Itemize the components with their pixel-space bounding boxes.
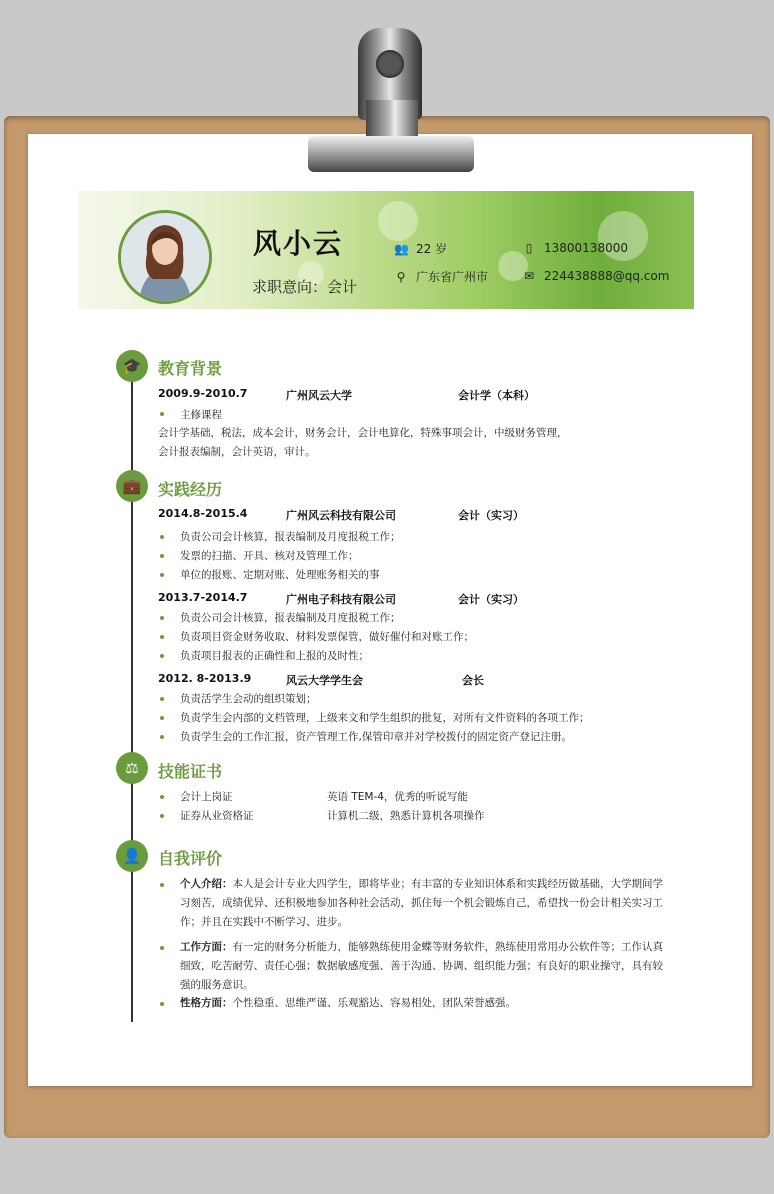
age-value: 22 岁	[416, 242, 448, 256]
edu-org: 广州风云大学	[286, 389, 352, 402]
course-line-2: 会计报表编制，会计英语，审计。	[158, 446, 316, 458]
skill-left: 证券从业资格证	[180, 810, 254, 822]
phone-info	[522, 241, 628, 255]
list-item: 负责学生会的工作汇报，资产管理工作,保管印章并对学校拨付的固定资产登记注册。	[180, 731, 572, 743]
list-item: 负责学生会内部的文档管理，上级来文和学生组织的批复，对所有文件资料的各项工作；	[180, 712, 590, 724]
bullet	[160, 814, 164, 818]
bullet	[160, 554, 164, 558]
exp-org: 风云大学学生会	[286, 674, 363, 687]
edu-role: 会计学（本科）	[458, 389, 535, 402]
email-info	[522, 269, 669, 283]
exp-date: 2014.8-2015.4	[158, 507, 248, 520]
bullet	[160, 735, 164, 739]
exp-role: 会长	[462, 674, 484, 687]
skill-right: 计算机二级，熟悉计算机各项操作	[327, 810, 485, 822]
section-title-skills: 技能证书	[158, 762, 223, 781]
mobile-phone-icon: ▯	[525, 241, 533, 255]
timeline-line	[131, 360, 133, 1022]
list-item: 负责公司会计核算，报表编制及月度报税工作；	[180, 612, 401, 624]
bullet	[160, 635, 164, 639]
list-item: 单位的报账、定期对账、处理账务相关的事	[180, 569, 380, 581]
location-pin-icon: ⚲	[396, 269, 406, 284]
self-work	[180, 938, 664, 995]
section-title-education: 教育背景	[158, 359, 223, 378]
self-work-text: 有一定的财务分析能力，能够熟练使用金蝶等财务软件，熟练使用常用办公软件等；工作认真细致，吃苦耐劳、责任心强；数据敏感度强、善于沟通、协调、组织能力强；有良好的职业操守，具有较强的服务意识。	[180, 941, 663, 991]
location-value: 广东省广州市	[416, 270, 489, 284]
self-intro-label: 个人介绍：	[180, 878, 233, 890]
bullet	[160, 412, 164, 416]
briefcase-icon: 💼	[116, 470, 148, 502]
bullet	[160, 573, 164, 577]
age-info	[394, 240, 447, 257]
person-icon: 👤	[116, 840, 148, 872]
portrait-icon	[121, 213, 209, 301]
list-item: 发票的扫描、开具、核对及管理工作；	[180, 550, 359, 562]
list-item: 负责活学生会动的组织策划；	[180, 693, 317, 705]
location-info	[394, 268, 488, 285]
bullet	[160, 697, 164, 701]
self-personality	[180, 994, 664, 1013]
self-personality-label: 性格方面：	[180, 997, 233, 1009]
envelope-icon: ✉	[523, 269, 535, 283]
graduation-cap-icon: 🎓	[116, 350, 148, 382]
candidate-name: 风小云	[253, 227, 344, 260]
avatar	[118, 210, 212, 304]
exp-role: 会计（实习）	[458, 593, 524, 606]
section-title-experience: 实践经历	[158, 480, 223, 499]
bullet	[160, 883, 164, 887]
clip-base	[308, 136, 474, 172]
email-value: 224438888@qq.com	[544, 269, 670, 283]
bullet	[160, 716, 164, 720]
skill-left: 会计上岗证	[180, 791, 233, 803]
clip-neck	[366, 100, 418, 140]
list-item: 负责项目报表的正确性和上报的及时性；	[180, 650, 369, 662]
exp-org: 广州电子科技有限公司	[286, 593, 396, 606]
section-title-self: 自我评价	[158, 849, 223, 868]
bullet	[160, 654, 164, 658]
bullet	[160, 795, 164, 799]
flask-icon: ⚖	[116, 752, 148, 784]
exp-date: 2013.7-2014.7	[158, 591, 248, 604]
self-personality-text: 个性稳重、思维严谨、乐观豁达、容易相处，团队荣誉感强。	[232, 997, 516, 1009]
bullet	[160, 1002, 164, 1006]
exp-role: 会计（实习）	[458, 509, 524, 522]
exp-date: 2012. 8-2013.9	[158, 672, 252, 685]
list-item: 负责项目资金财务收取、材料发票保管，做好催付和对账工作；	[180, 631, 474, 643]
exp-org: 广州风云科技有限公司	[286, 509, 396, 522]
self-intro	[180, 875, 664, 932]
course-label: 主修课程	[180, 409, 222, 421]
self-work-label: 工作方面：	[180, 941, 233, 953]
phone-value: 13800138000	[544, 241, 628, 255]
people-icon: 👥	[394, 241, 409, 256]
list-item: 负责公司会计核算，报表编制及月度报税工作；	[180, 531, 401, 543]
course-line-1: 会计学基础，税法，成本会计，财务会计，会计电算化，特殊事项会计，中级财务管理，	[158, 427, 568, 439]
bullet	[160, 535, 164, 539]
job-intent: 求职意向：会计	[252, 278, 358, 296]
clip-hole	[376, 50, 404, 78]
bullet	[160, 616, 164, 620]
self-intro-text: 本人是会计专业大四学生，即将毕业；有丰富的专业知识体系和实践经历做基础，大学期间学习刻苦，成绩优异、还积极地参加各种社会活动，抓住每一个机会锻炼自己，希望找一份会计相关实习工作；并且在实践中不断学习、进步。	[180, 878, 663, 928]
bullet	[160, 946, 164, 950]
skill-right: 英语 TEM-4，优秀的听说写能	[327, 791, 468, 803]
edu-date: 2009.9-2010.7	[158, 387, 248, 400]
